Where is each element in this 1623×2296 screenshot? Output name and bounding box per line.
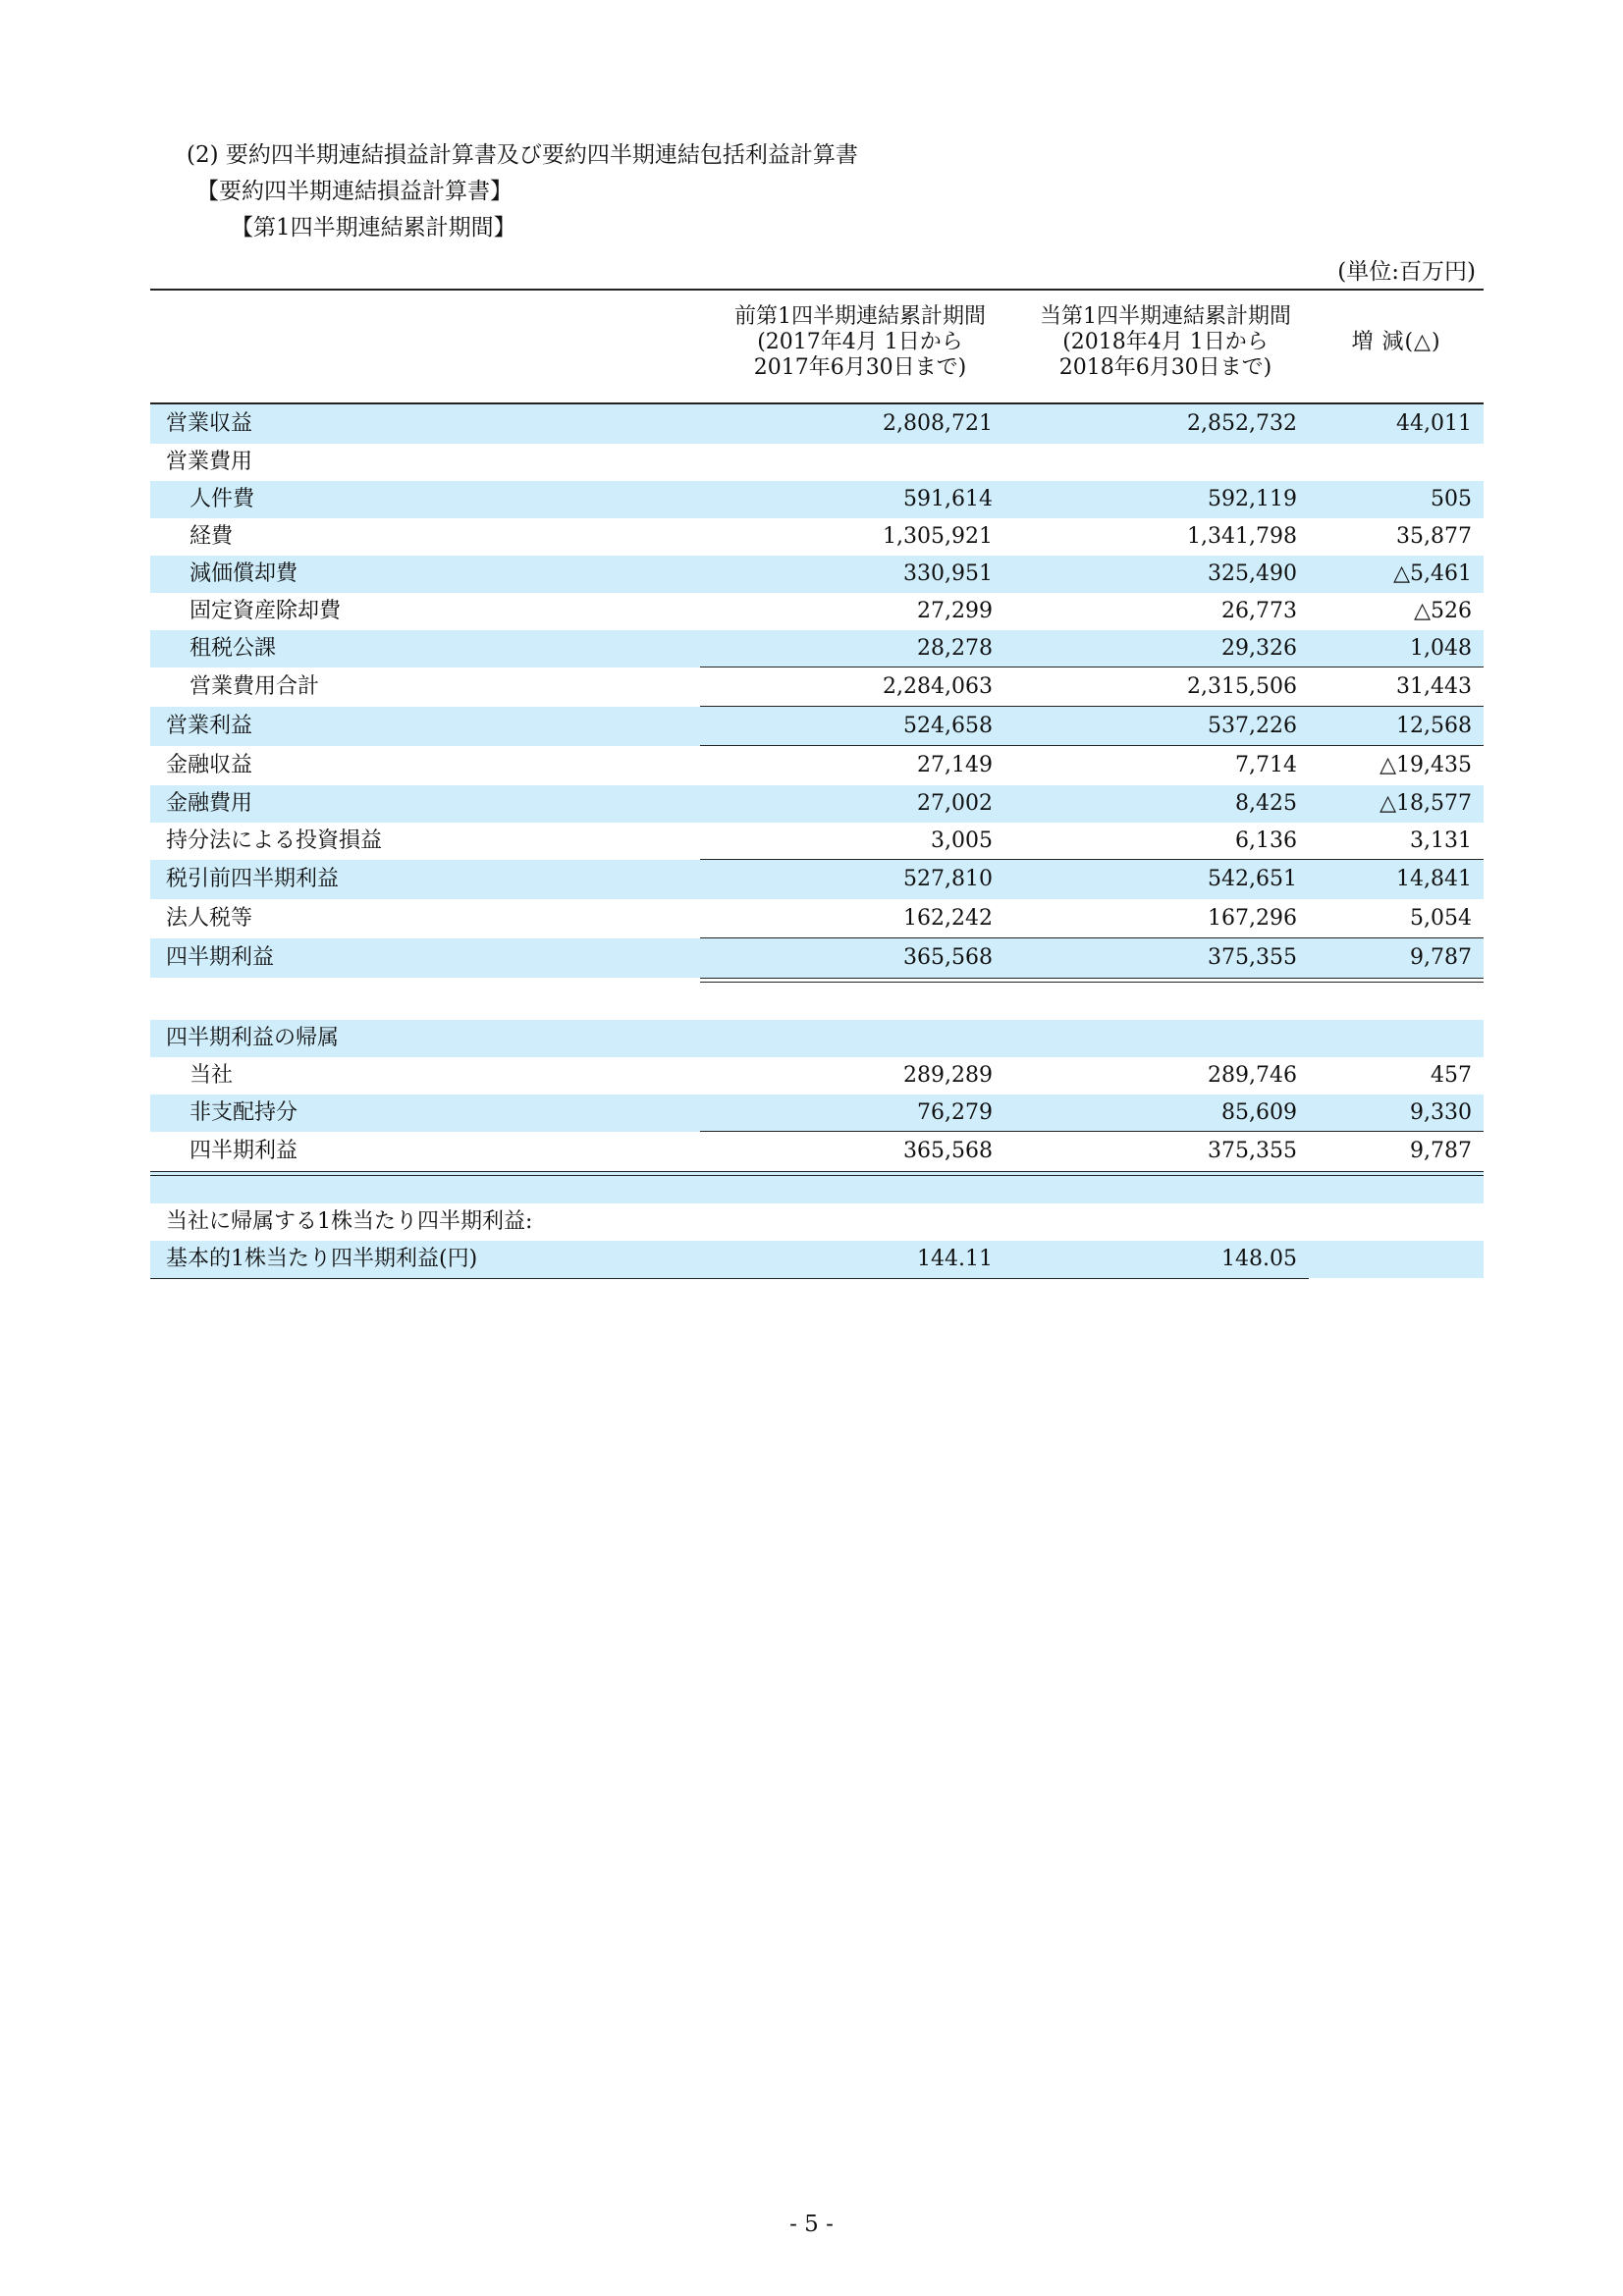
row-label: 四半期利益 <box>166 945 275 970</box>
table-row <box>150 1203 1484 1241</box>
row-label: 税引前四半期利益 <box>166 867 340 891</box>
curr-value: 537,226 <box>1208 714 1297 738</box>
curr-value: 289,746 <box>1208 1063 1297 1088</box>
period-title: 【第1四半期連結累計期間】 <box>231 215 516 240</box>
prev-value: 365,568 <box>903 945 993 970</box>
curr-value: 6,136 <box>1235 828 1297 853</box>
table-row <box>150 518 1484 556</box>
header-curr-line2: (2018年4月 1日から <box>1062 330 1269 354</box>
prev-value: 524,658 <box>903 714 993 738</box>
header-curr-line3: 2018年6月30日まで) <box>1058 355 1272 380</box>
row-label: 固定資産除却費 <box>189 599 342 623</box>
income-statement-table <box>150 289 1484 1278</box>
row-label: 営業利益 <box>166 714 253 738</box>
table-row <box>150 1132 1484 1171</box>
header-prev-line1: 前第1四半期連結累計期間 <box>734 304 986 329</box>
change-value: 1,048 <box>1410 636 1472 661</box>
row-label: 基本的1株当たり四半期利益(円) <box>166 1247 478 1271</box>
row-label: 営業費用合計 <box>189 674 320 699</box>
change-value: △19,435 <box>1380 753 1472 777</box>
table-bottom-rule <box>150 1278 1309 1279</box>
change-value: 5,054 <box>1410 906 1472 931</box>
table-row <box>150 593 1484 630</box>
prev-value: 591,614 <box>903 487 993 511</box>
prev-value: 27,299 <box>917 599 993 623</box>
prev-value: 27,002 <box>917 791 993 816</box>
table-row <box>150 1020 1484 1057</box>
header-curr-period <box>1008 304 1323 381</box>
row-label: 法人税等 <box>166 906 253 931</box>
change-value: 9,787 <box>1410 945 1472 970</box>
table-row <box>150 707 1484 746</box>
row-label: 金融費用 <box>166 791 253 816</box>
table-row <box>150 746 1484 785</box>
header-change: 増 減(△) <box>1351 330 1441 354</box>
row-label: 四半期利益 <box>189 1139 298 1163</box>
row-label: 当社 <box>189 1063 234 1088</box>
table-row <box>150 556 1484 593</box>
change-value: 9,787 <box>1410 1139 1472 1163</box>
prev-value: 289,289 <box>903 1063 993 1088</box>
change-value: △5,461 <box>1393 561 1472 586</box>
curr-value: 375,355 <box>1208 945 1297 970</box>
row-label: 持分法による投資損益 <box>166 828 383 853</box>
prev-value: 27,149 <box>917 753 993 777</box>
prev-value: 1,305,921 <box>883 524 993 549</box>
table-row <box>150 823 1484 860</box>
row-label: 経費 <box>189 524 234 549</box>
separator-band <box>150 1171 1484 1203</box>
change-value: 14,841 <box>1396 867 1472 891</box>
prev-value: 76,279 <box>917 1100 993 1125</box>
row-label: 租税公課 <box>189 636 277 661</box>
table-row <box>150 1057 1484 1095</box>
prev-value: 365,568 <box>903 1139 993 1163</box>
curr-value: 8,425 <box>1235 791 1297 816</box>
table-row <box>150 404 1484 444</box>
table-row <box>150 860 1484 899</box>
row-label: 減価償却費 <box>189 561 298 586</box>
header-curr-line1: 当第1四半期連結累計期間 <box>1040 304 1291 329</box>
curr-value: 325,490 <box>1208 561 1297 586</box>
prev-value: 144.11 <box>917 1247 993 1271</box>
statement-title: 【要約四半期連結損益計算書】 <box>196 179 513 204</box>
curr-value: 375,355 <box>1208 1139 1297 1163</box>
change-value: 35,877 <box>1396 524 1472 549</box>
curr-value: 1,341,798 <box>1187 524 1297 549</box>
change-value: 505 <box>1431 487 1472 511</box>
curr-value: 167,296 <box>1208 906 1297 931</box>
table-row <box>150 1241 1484 1278</box>
prev-value: 28,278 <box>917 636 993 661</box>
table-row <box>150 899 1484 938</box>
prev-value: 2,808,721 <box>883 411 993 436</box>
header-prev-line3: 2017年6月30日まで) <box>753 355 967 380</box>
table-row <box>150 444 1484 481</box>
row-label: 営業費用 <box>166 450 253 474</box>
row-label: 金融収益 <box>166 753 253 777</box>
change-value: 44,011 <box>1396 411 1472 436</box>
prev-value: 3,005 <box>931 828 993 853</box>
change-value: 457 <box>1431 1063 1472 1088</box>
curr-value: 542,651 <box>1208 867 1297 891</box>
change-value: △18,577 <box>1380 791 1472 816</box>
table-header <box>150 289 1484 404</box>
row-label: 当社に帰属する1株当たり四半期利益: <box>166 1209 533 1234</box>
curr-value: 2,315,506 <box>1187 674 1297 699</box>
row-label: 非支配持分 <box>189 1100 298 1125</box>
table-row <box>150 938 1484 978</box>
table-row <box>150 1095 1484 1132</box>
curr-value: 7,714 <box>1235 753 1297 777</box>
curr-value: 2,852,732 <box>1187 411 1297 436</box>
row-label: 人件費 <box>189 487 255 511</box>
prev-value: 330,951 <box>903 561 993 586</box>
change-value: 9,330 <box>1410 1100 1472 1125</box>
change-value: 31,443 <box>1396 674 1472 699</box>
header-prev-line2: (2017年4月 1日から <box>757 330 963 354</box>
table-row <box>150 785 1484 823</box>
header-prev-period <box>703 304 1017 381</box>
unit-label: (単位:百万円) <box>1337 259 1476 285</box>
page-number: - 5 - <box>789 2212 834 2237</box>
curr-value: 148.05 <box>1221 1247 1297 1271</box>
prev-value: 162,242 <box>903 906 993 931</box>
table-row <box>150 667 1484 707</box>
table-row <box>150 481 1484 518</box>
curr-value: 85,609 <box>1221 1100 1297 1125</box>
prev-value: 527,810 <box>903 867 993 891</box>
row-label: 四半期利益の帰属 <box>166 1026 340 1050</box>
change-value: 3,131 <box>1410 828 1472 853</box>
change-value: △526 <box>1414 599 1472 623</box>
change-value: 12,568 <box>1396 714 1472 738</box>
curr-value: 592,119 <box>1208 487 1297 511</box>
prev-value: 2,284,063 <box>883 674 993 699</box>
table-row <box>150 630 1484 667</box>
section-heading: (2) 要約四半期連結損益計算書及び要約四半期連結包括利益計算書 <box>187 142 858 168</box>
curr-value: 26,773 <box>1221 599 1297 623</box>
curr-value: 29,326 <box>1221 636 1297 661</box>
spacer <box>150 978 1484 1020</box>
row-label: 営業収益 <box>166 411 253 436</box>
